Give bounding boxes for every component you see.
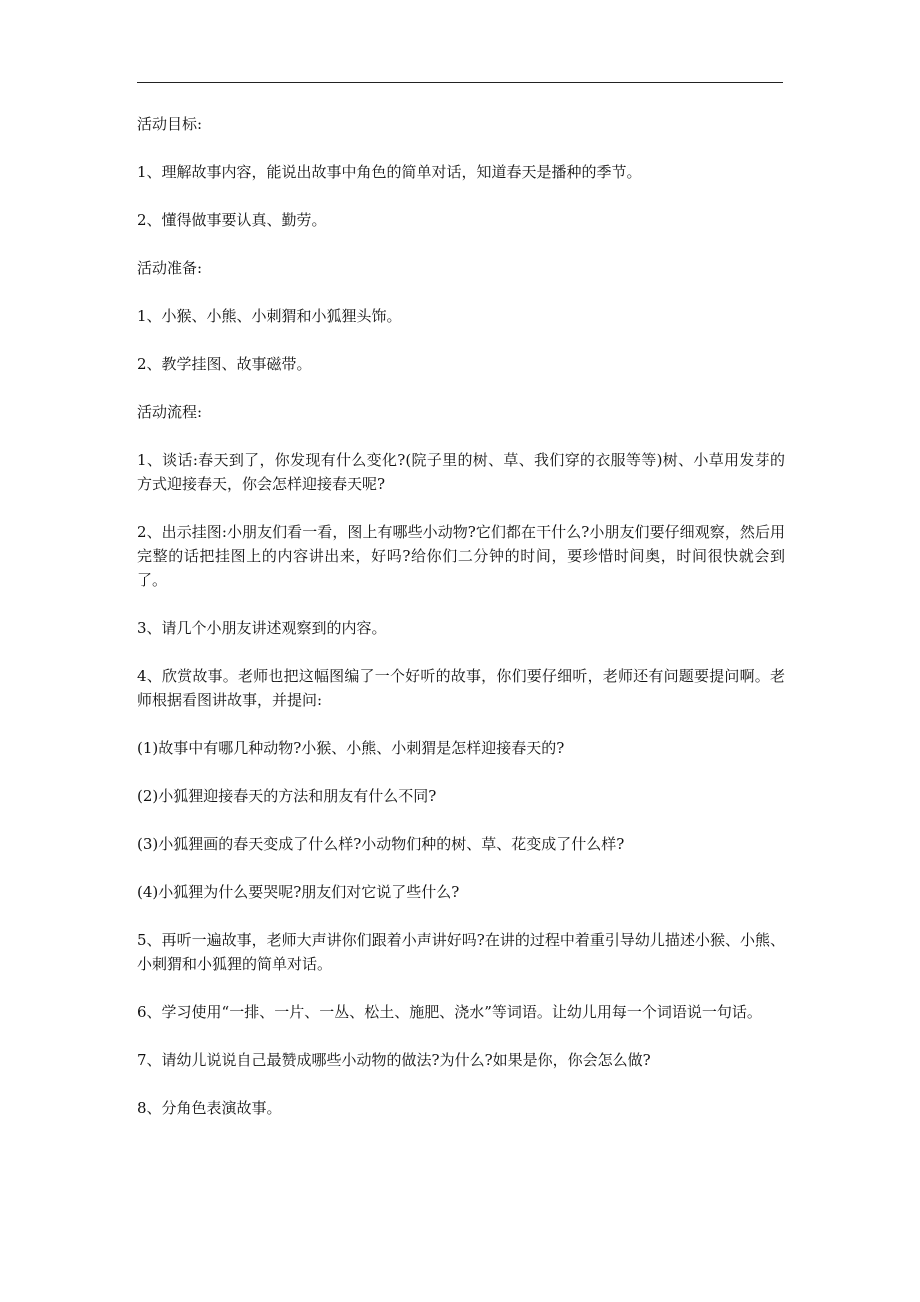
question-2: (2)小狐狸迎接春天的方法和朋友有什么不同? (137, 787, 437, 805)
section-heading-process: 活动流程: (137, 403, 203, 421)
process-step-1: 1、谈话:春天到了，你发现有什么变化?(院子里的树、草、我们穿的衣服等等)树、小草用发芽的方式迎接春天，你会怎样迎接春天呢? (137, 451, 785, 493)
document-body (137, 112, 785, 1144)
question-4: (4)小狐狸为什么要哭呢?朋友们对它说了些什么? (137, 883, 460, 901)
section-heading-goals: 活动目标: (137, 115, 203, 133)
process-step-2: 2、出示挂图:小朋友们看一看，图上有哪些小动物?它们都在干什么?小朋友们要仔细观察，然后用完整的话把挂图上的内容讲出来，好吗?给你们二分钟的时间，要珍惜时间奥，时间很快就会到了。 (137, 523, 785, 589)
goal-item-1: 1、理解故事内容，能说出故事中角色的简单对话，知道春天是播种的季节。 (137, 163, 642, 181)
question-1: (1)故事中有哪几种动物?小猴、小熊、小刺猬是怎样迎接春天的? (137, 739, 565, 757)
section-heading-preparation: 活动准备: (137, 259, 203, 277)
preparation-item-2: 2、教学挂图、故事磁带。 (137, 355, 312, 373)
goal-item-2: 2、懂得做事要认真、勤劳。 (137, 211, 327, 229)
process-step-5: 5、再听一遍故事，老师大声讲你们跟着小声讲好吗?在讲的过程中着重引导幼儿描述小猴、小熊、小刺猬和小狐狸的简单对话。 (137, 931, 785, 973)
process-step-8: 8、分角色表演故事。 (137, 1099, 282, 1117)
process-step-3: 3、请几个小朋友讲述观察到的内容。 (137, 619, 387, 637)
question-3: (3)小狐狸画的春天变成了什么样?小动物们种的树、草、花变成了什么样? (137, 835, 625, 853)
header-divider (137, 82, 783, 83)
process-step-6: 6、学习使用“一排、一片、一丛、松土、施肥、浇水”等词语。让幼儿用每一个词语说一句话。 (137, 1003, 762, 1021)
process-step-7: 7、请幼儿说说自己最赞成哪些小动物的做法?为什么?如果是你，你会怎么做? (137, 1051, 651, 1069)
preparation-item-1: 1、小猴、小熊、小刺猬和小狐狸头饰。 (137, 307, 402, 325)
process-step-4: 4、欣赏故事。老师也把这幅图编了一个好听的故事，你们要仔细听，老师还有问题要提问啊。老师根据看图讲故事，并提问: (137, 667, 785, 709)
